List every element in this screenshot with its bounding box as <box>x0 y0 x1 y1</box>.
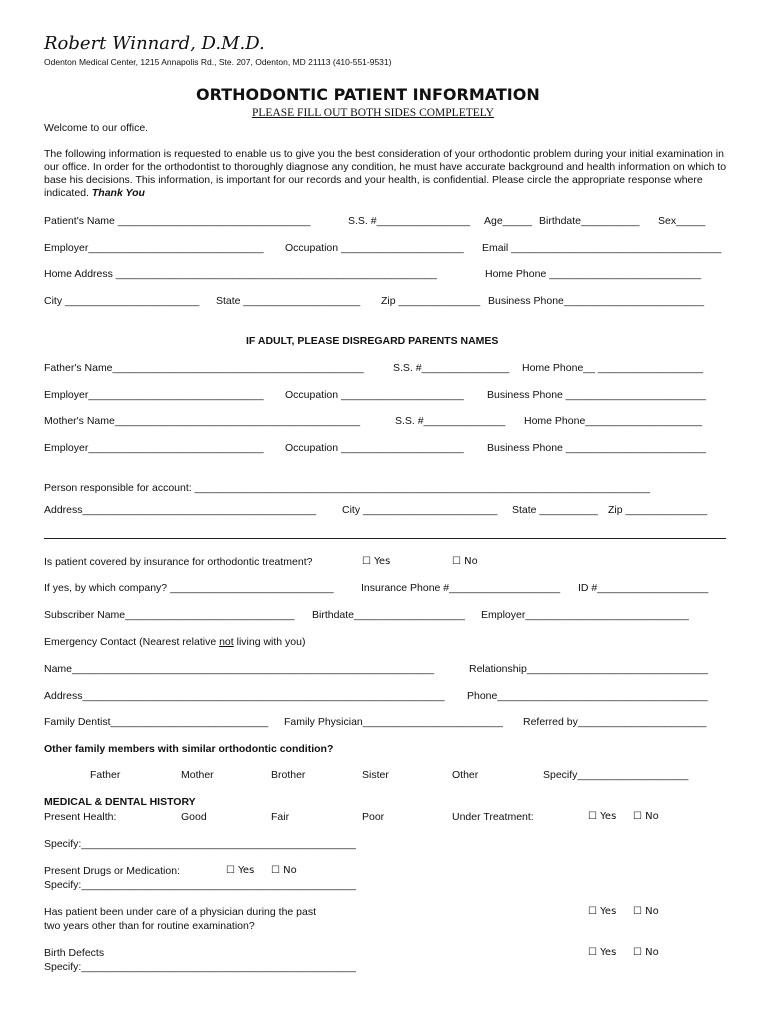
patient-sex-field[interactable]: Sex_____ <box>658 215 706 227</box>
form-subtitle: PLEASE FILL OUT BOTH SIDES COMPLETELY <box>252 107 494 119</box>
emergency-contact-heading <box>44 636 305 648</box>
drugs-specify-field[interactable]: Specify:_______________________________________________ <box>44 879 356 891</box>
family-physician-field[interactable]: Family Physician________________________ <box>284 716 503 728</box>
insurance-id-field[interactable]: ID #___________________ <box>578 582 709 594</box>
patient-state-field[interactable]: State ____________________ <box>216 295 361 307</box>
drugs-no-checkbox[interactable]: ☐ No <box>271 865 297 876</box>
patient-city-field[interactable]: City _______________________ <box>44 295 200 307</box>
mother-business-phone-field[interactable]: Business Phone ________________________ <box>487 442 706 454</box>
physician-care-question-line2: two years other than for routine examination? <box>44 920 255 932</box>
birth-defects-specify-field[interactable]: Specify:_______________________________________________ <box>44 961 356 973</box>
subscriber-employer-field[interactable]: Employer____________________________ <box>481 609 689 621</box>
intro-paragraph <box>44 148 734 200</box>
mother-occupation-field[interactable]: Occupation _____________________ <box>285 442 464 454</box>
patient-age-field[interactable]: Age_____ <box>484 215 532 227</box>
health-option-poor[interactable]: Poor <box>362 811 385 823</box>
doctor-name: Robert Winnard, D.M.D. <box>44 33 265 54</box>
present-health-label: Present Health: <box>44 811 117 823</box>
mother-home-phone-field[interactable]: Home Phone____________________ <box>524 415 703 427</box>
patient-home-address-field[interactable]: Home Address _______________________________________________________ <box>44 268 437 280</box>
father-home-phone-field[interactable]: Home Phone__ __________________ <box>522 362 703 374</box>
father-occupation-field[interactable]: Occupation _____________________ <box>285 389 464 401</box>
insurance-phone-field[interactable]: Insurance Phone #___________________ <box>361 582 561 594</box>
physician-care-no-checkbox[interactable]: ☐ No <box>633 906 659 917</box>
patient-name-field[interactable]: Patient's Name _________________________________ <box>44 215 311 227</box>
emergency-relationship-field[interactable]: Relationship_______________________________ <box>469 663 708 675</box>
patient-employer-field[interactable]: Employer______________________________ <box>44 242 264 254</box>
family-option-other[interactable]: Other <box>452 769 479 781</box>
responsible-person-field[interactable]: Person responsible for account: ______________________________________________________________________________ <box>44 482 651 494</box>
account-address-field[interactable]: Address________________________________________ <box>44 504 317 516</box>
patient-home-phone-field[interactable]: Home Phone __________________________ <box>485 268 702 280</box>
patient-zip-field[interactable]: Zip ______________ <box>381 295 481 307</box>
health-specify-field[interactable]: Specify:_______________________________________________ <box>44 838 356 850</box>
birth-defects-yes-checkbox[interactable]: ☐ Yes <box>588 947 617 958</box>
family-option-sister[interactable]: Sister <box>362 769 389 781</box>
insurance-no-checkbox[interactable]: ☐ No <box>452 556 478 567</box>
family-option-mother[interactable]: Mother <box>181 769 214 781</box>
emergency-address-field[interactable]: Address______________________________________________________________ <box>44 690 445 702</box>
birth-defects-no-checkbox[interactable]: ☐ No <box>633 947 659 958</box>
welcome-text: Welcome to our office. <box>44 122 149 134</box>
father-name-field[interactable]: Father's Name___________________________________________ <box>44 362 364 374</box>
subscriber-name-field[interactable]: Subscriber Name_____________________________ <box>44 609 295 621</box>
mother-ss-field[interactable]: S.S. #______________ <box>395 415 506 427</box>
insurance-yes-checkbox[interactable]: ☐ Yes <box>362 556 391 567</box>
emergency-heading-pre: Emergency Contact (Nearest relative <box>44 636 220 648</box>
treatment-yes-checkbox[interactable]: ☐ Yes <box>588 811 617 822</box>
father-business-phone-field[interactable]: Business Phone ________________________ <box>487 389 706 401</box>
drugs-yes-checkbox[interactable]: ☐ Yes <box>226 865 255 876</box>
family-members-heading: Other family members with similar orthodontic condition? <box>44 743 334 755</box>
treatment-no-checkbox[interactable]: ☐ No <box>633 811 659 822</box>
patient-email-field[interactable]: Email ____________________________________ <box>482 242 722 254</box>
emergency-name-field[interactable]: Name______________________________________________________________ <box>44 663 435 675</box>
form-title: ORTHODONTIC PATIENT INFORMATION <box>196 85 540 104</box>
insurance-company-field[interactable]: If yes, by which company? ____________________________ <box>44 582 334 594</box>
father-ss-field[interactable]: S.S. #_______________ <box>393 362 510 374</box>
thank-you-text: Thank You <box>91 187 145 199</box>
father-employer-field[interactable]: Employer______________________________ <box>44 389 264 401</box>
family-dentist-field[interactable]: Family Dentist___________________________ <box>44 716 269 728</box>
intro-text: The following information is requested to enable us to give you the best consideration of your orthodontic problem during your initial examination in our office. In order for the orthodontist to thoroughly diagnose any condition, he must have accurate background and health information on which to base his decisions. This information, is important for our records and your health, is confidential. Please circle the appropriate response where indicated. <box>44 148 727 199</box>
health-option-good[interactable]: Good <box>181 811 207 823</box>
section-divider <box>44 538 726 539</box>
medical-history-heading: MEDICAL & DENTAL HISTORY <box>44 796 196 808</box>
account-zip-field[interactable]: Zip ______________ <box>608 504 708 516</box>
patient-business-phone-field[interactable]: Business Phone________________________ <box>488 295 705 307</box>
patient-ss-field[interactable]: S.S. #________________ <box>348 215 471 227</box>
emergency-phone-field[interactable]: Phone____________________________________ <box>467 690 708 702</box>
patient-birthdate-field[interactable]: Birthdate__________ <box>539 215 640 227</box>
patient-occupation-field[interactable]: Occupation _____________________ <box>285 242 464 254</box>
family-option-father[interactable]: Father <box>90 769 121 781</box>
physician-care-question-line1: Has patient been under care of a physician during the past <box>44 906 317 918</box>
parents-heading: IF ADULT, PLEASE DISREGARD PARENTS NAMES <box>246 335 499 347</box>
account-state-field[interactable]: State __________ <box>512 504 598 516</box>
emergency-heading-not: not <box>219 636 234 648</box>
mother-name-field[interactable]: Mother's Name__________________________________________ <box>44 415 361 427</box>
physician-care-yes-checkbox[interactable]: ☐ Yes <box>588 906 617 917</box>
office-address: Odenton Medical Center, 1215 Annapolis Rd., Ste. 207, Odenton, MD 21113 (410-551-9531) <box>44 57 392 67</box>
referred-by-field[interactable]: Referred by______________________ <box>523 716 707 728</box>
subscriber-birthdate-field[interactable]: Birthdate___________________ <box>312 609 465 621</box>
insurance-question: Is patient covered by insurance for orthodontic treatment? <box>44 556 313 568</box>
emergency-heading-post: living with you) <box>233 636 306 648</box>
family-option-brother[interactable]: Brother <box>271 769 306 781</box>
account-city-field[interactable]: City _______________________ <box>342 504 498 516</box>
family-specify-field[interactable]: Specify___________________ <box>543 769 689 781</box>
drugs-label: Present Drugs or Medication: <box>44 865 180 877</box>
under-treatment-label: Under Treatment: <box>452 811 534 823</box>
birth-defects-label: Birth Defects <box>44 947 105 959</box>
health-option-fair[interactable]: Fair <box>271 811 290 823</box>
mother-employer-field[interactable]: Employer______________________________ <box>44 442 264 454</box>
